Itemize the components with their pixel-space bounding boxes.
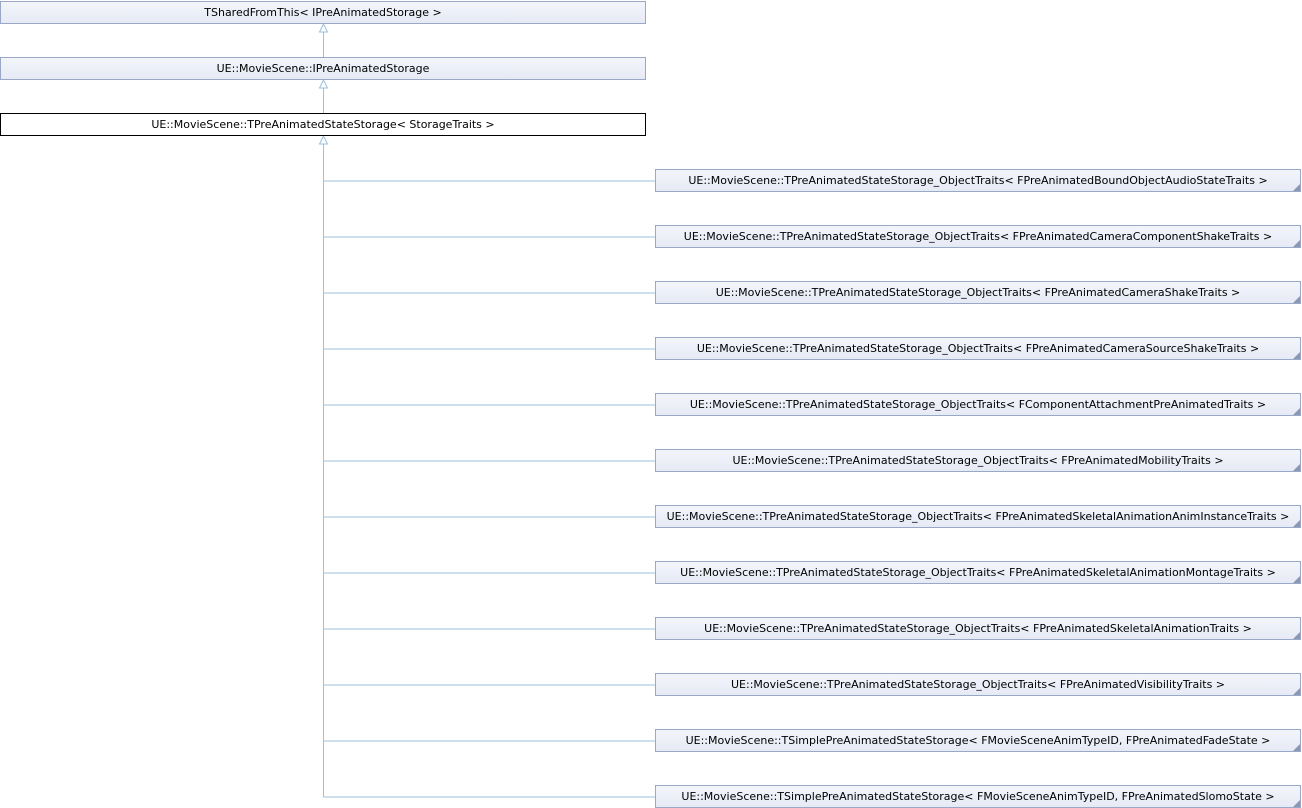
derived-class-node[interactable]: UE::MovieScene::TPreAnimatedStateStorage_ObjectTraits< FPreAnimatedMobilityTraits >: [655, 449, 1301, 472]
collapsed-node-marker-icon: [1293, 240, 1300, 247]
collapsed-node-marker-icon: [1293, 576, 1300, 583]
collapsed-node-marker-icon: [1293, 520, 1300, 527]
derived-class-node[interactable]: UE::MovieScene::TPreAnimatedStateStorage_ObjectTraits< FPreAnimatedCameraComponentShakeTraits >: [655, 225, 1301, 248]
derived-class-node[interactable]: UE::MovieScene::TPreAnimatedStateStorage_ObjectTraits< FPreAnimatedCameraShakeTraits >: [655, 281, 1301, 304]
derived-class-node[interactable]: UE::MovieScene::TSimplePreAnimatedStateStorage< FMovieSceneAnimTypeID, FPreAnimatedSlomoState >: [655, 785, 1301, 808]
derived-class-node[interactable]: UE::MovieScene::TSimplePreAnimatedStateStorage< FMovieSceneAnimTypeID, FPreAnimatedFadeState >: [655, 729, 1301, 752]
arrow-to-tshared-icon: [320, 24, 328, 32]
collapsed-node-marker-icon: [1293, 744, 1300, 751]
derived-class-node[interactable]: UE::MovieScene::TPreAnimatedStateStorage_ObjectTraits< FPreAnimatedVisibilityTraits >: [655, 673, 1301, 696]
derived-class-node[interactable]: UE::MovieScene::TPreAnimatedStateStorage_ObjectTraits< FPreAnimatedSkeletalAnimationAnimInstanceTraits >: [655, 505, 1301, 528]
collapsed-node-marker-icon: [1293, 296, 1300, 303]
collapsed-node-marker-icon: [1293, 800, 1300, 807]
derived-class-node[interactable]: UE::MovieScene::TPreAnimatedStateStorage_ObjectTraits< FPreAnimatedBoundObjectAudioStateTraits >: [655, 169, 1301, 192]
class-node-ipreanimatedstorage[interactable]: UE::MovieScene::IPreAnimatedStorage: [0, 57, 646, 80]
class-node-tsharedfromthis[interactable]: TSharedFromThis< IPreAnimatedStorage >: [0, 1, 646, 24]
arrow-to-tpre-icon: [320, 136, 328, 144]
derived-class-node[interactable]: UE::MovieScene::TPreAnimatedStateStorage_ObjectTraits< FPreAnimatedCameraSourceShakeTraits >: [655, 337, 1301, 360]
collapsed-node-marker-icon: [1293, 464, 1300, 471]
class-node-tpreanimatedstatestorage-current: UE::MovieScene::TPreAnimatedStateStorage< StorageTraits >: [0, 113, 646, 136]
derived-class-node[interactable]: UE::MovieScene::TPreAnimatedStateStorage_ObjectTraits< FPreAnimatedSkeletalAnimationMontageTraits >: [655, 561, 1301, 584]
collapsed-node-marker-icon: [1293, 184, 1300, 191]
collapsed-node-marker-icon: [1293, 408, 1300, 415]
derived-class-node[interactable]: UE::MovieScene::TPreAnimatedStateStorage_ObjectTraits< FPreAnimatedSkeletalAnimationTraits >: [655, 617, 1301, 640]
collapsed-node-marker-icon: [1293, 632, 1300, 639]
collapsed-node-marker-icon: [1293, 352, 1300, 359]
collapsed-node-marker-icon: [1293, 688, 1300, 695]
derived-class-node[interactable]: UE::MovieScene::TPreAnimatedStateStorage_ObjectTraits< FComponentAttachmentPreAnimatedTraits >: [655, 393, 1301, 416]
arrow-to-ipre-icon: [320, 80, 328, 88]
